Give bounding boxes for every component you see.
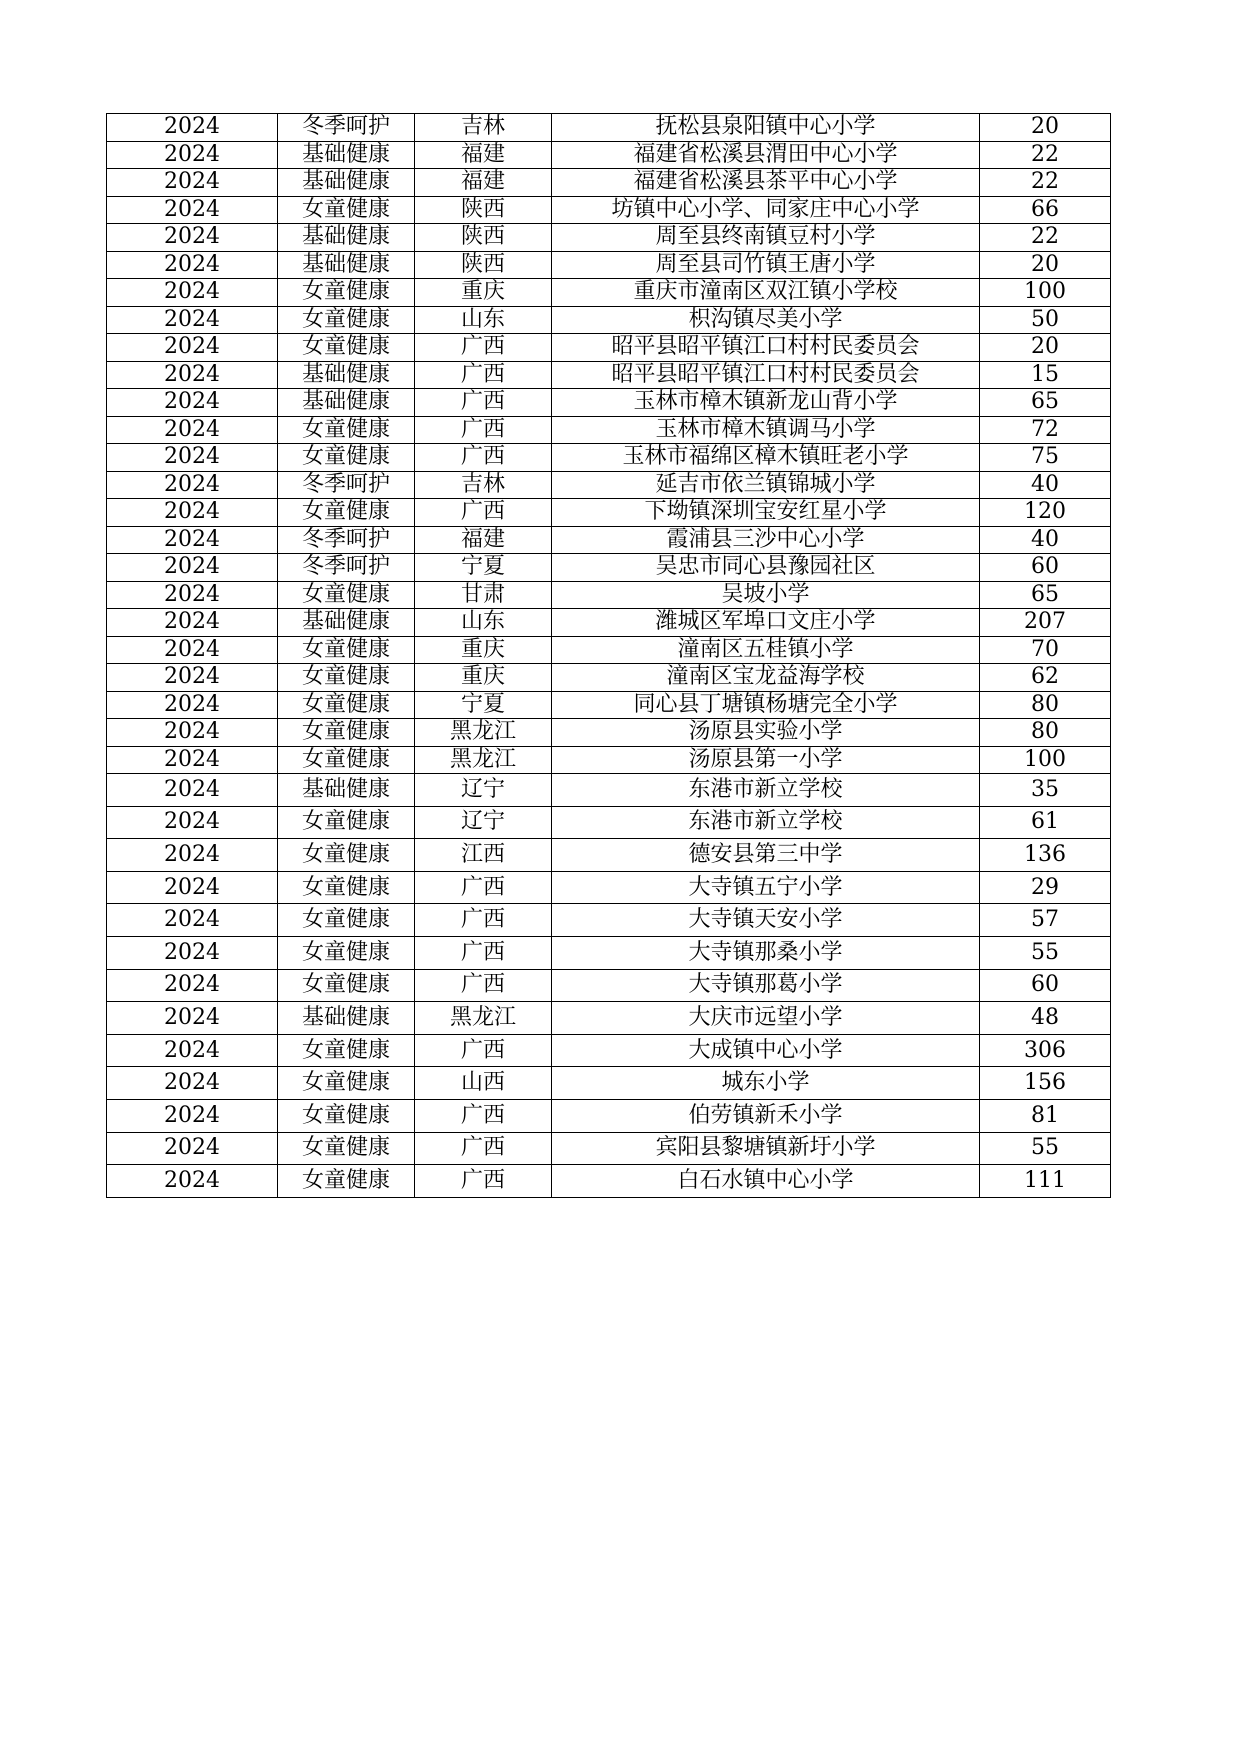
province-cell: 广西 <box>415 1099 552 1132</box>
table-row <box>107 554 1111 582</box>
province-cell: 山西 <box>415 1067 552 1100</box>
year-cell: 2024 <box>107 444 278 472</box>
count-cell: 60 <box>980 554 1111 582</box>
school-cell: 玉林市福绵区樟木镇旺老小学 <box>552 444 980 472</box>
category-cell: 基础健康 <box>278 389 415 417</box>
province-cell: 黑龙江 <box>415 1002 552 1035</box>
category-cell: 女童健康 <box>278 581 415 609</box>
table-row <box>107 334 1111 362</box>
category-cell: 基础健康 <box>278 169 415 197</box>
table-row <box>107 1099 1111 1132</box>
category-cell: 女童健康 <box>278 416 415 444</box>
year-cell: 2024 <box>107 719 278 747</box>
table-row <box>107 1034 1111 1067</box>
table-row <box>107 774 1111 807</box>
province-cell: 福建 <box>415 526 552 554</box>
province-cell: 广西 <box>415 1132 552 1165</box>
count-cell: 55 <box>980 936 1111 969</box>
province-cell: 广西 <box>415 499 552 527</box>
table-row <box>107 499 1111 527</box>
table-row <box>107 471 1111 499</box>
category-cell: 女童健康 <box>278 444 415 472</box>
table-row <box>107 444 1111 472</box>
table-row <box>107 1165 1111 1198</box>
year-cell: 2024 <box>107 554 278 582</box>
table-row <box>107 1067 1111 1100</box>
table-row <box>107 691 1111 719</box>
province-cell: 重庆 <box>415 664 552 692</box>
province-cell: 黑龙江 <box>415 719 552 747</box>
category-cell: 女童健康 <box>278 746 415 774</box>
table-row <box>107 969 1111 1002</box>
category-cell: 冬季呵护 <box>278 114 415 142</box>
category-cell: 女童健康 <box>278 664 415 692</box>
count-cell: 100 <box>980 279 1111 307</box>
province-cell: 广西 <box>415 389 552 417</box>
category-cell: 女童健康 <box>278 334 415 362</box>
table-row <box>107 746 1111 774</box>
school-cell: 德安县第三中学 <box>552 839 980 872</box>
year-cell: 2024 <box>107 224 278 252</box>
table-row <box>107 609 1111 637</box>
table-row <box>107 904 1111 937</box>
year-cell: 2024 <box>107 1099 278 1132</box>
province-cell: 山东 <box>415 609 552 637</box>
table-row <box>107 169 1111 197</box>
year-cell: 2024 <box>107 691 278 719</box>
year-cell: 2024 <box>107 416 278 444</box>
table-row <box>107 114 1111 142</box>
category-cell: 女童健康 <box>278 839 415 872</box>
table-row <box>107 719 1111 747</box>
province-cell: 广西 <box>415 416 552 444</box>
year-cell: 2024 <box>107 141 278 169</box>
school-cell: 伯劳镇新禾小学 <box>552 1099 980 1132</box>
school-cell: 霞浦县三沙中心小学 <box>552 526 980 554</box>
table-row <box>107 806 1111 839</box>
year-cell: 2024 <box>107 169 278 197</box>
school-cell: 潍城区军埠口文庄小学 <box>552 609 980 637</box>
table-row <box>107 251 1111 279</box>
school-cell: 重庆市潼南区双江镇小学校 <box>552 279 980 307</box>
province-cell: 广西 <box>415 334 552 362</box>
year-cell: 2024 <box>107 774 278 807</box>
province-cell: 广西 <box>415 361 552 389</box>
province-cell: 广西 <box>415 936 552 969</box>
category-cell: 女童健康 <box>278 904 415 937</box>
table-row <box>107 871 1111 904</box>
category-cell: 女童健康 <box>278 196 415 224</box>
school-cell: 汤原县实验小学 <box>552 719 980 747</box>
school-cell: 吴坡小学 <box>552 581 980 609</box>
category-cell: 冬季呵护 <box>278 471 415 499</box>
count-cell: 20 <box>980 251 1111 279</box>
province-cell: 宁夏 <box>415 691 552 719</box>
province-cell: 广西 <box>415 1034 552 1067</box>
school-cell: 福建省松溪县渭田中心小学 <box>552 141 980 169</box>
count-cell: 156 <box>980 1067 1111 1100</box>
school-cell: 潼南区宝龙益海学校 <box>552 664 980 692</box>
school-cell: 周至县司竹镇王唐小学 <box>552 251 980 279</box>
category-cell: 女童健康 <box>278 1034 415 1067</box>
count-cell: 60 <box>980 969 1111 1002</box>
year-cell: 2024 <box>107 1034 278 1067</box>
table-row <box>107 389 1111 417</box>
count-cell: 35 <box>980 774 1111 807</box>
province-cell: 宁夏 <box>415 554 552 582</box>
school-cell: 福建省松溪县茶平中心小学 <box>552 169 980 197</box>
category-cell: 基础健康 <box>278 609 415 637</box>
school-cell: 同心县丁塘镇杨塘完全小学 <box>552 691 980 719</box>
school-cell: 昭平县昭平镇江口村村民委员会 <box>552 361 980 389</box>
year-cell: 2024 <box>107 251 278 279</box>
category-cell: 女童健康 <box>278 936 415 969</box>
province-cell: 吉林 <box>415 471 552 499</box>
school-cell: 坊镇中心小学、同家庄中心小学 <box>552 196 980 224</box>
category-cell: 冬季呵护 <box>278 554 415 582</box>
year-cell: 2024 <box>107 279 278 307</box>
count-cell: 120 <box>980 499 1111 527</box>
donation-table <box>106 113 1111 1198</box>
category-cell: 基础健康 <box>278 1002 415 1035</box>
school-cell: 宾阳县黎塘镇新圩小学 <box>552 1132 980 1165</box>
count-cell: 22 <box>980 169 1111 197</box>
count-cell: 111 <box>980 1165 1111 1198</box>
province-cell: 辽宁 <box>415 774 552 807</box>
count-cell: 100 <box>980 746 1111 774</box>
school-cell: 吴忠市同心县豫园社区 <box>552 554 980 582</box>
province-cell: 广西 <box>415 1165 552 1198</box>
category-cell: 女童健康 <box>278 1099 415 1132</box>
category-cell: 基础健康 <box>278 251 415 279</box>
province-cell: 福建 <box>415 141 552 169</box>
category-cell: 女童健康 <box>278 969 415 1002</box>
count-cell: 80 <box>980 691 1111 719</box>
province-cell: 陕西 <box>415 224 552 252</box>
school-cell: 东港市新立学校 <box>552 806 980 839</box>
year-cell: 2024 <box>107 306 278 334</box>
year-cell: 2024 <box>107 839 278 872</box>
count-cell: 80 <box>980 719 1111 747</box>
school-cell: 汤原县第一小学 <box>552 746 980 774</box>
school-cell: 东港市新立学校 <box>552 774 980 807</box>
table-row <box>107 936 1111 969</box>
category-cell: 女童健康 <box>278 279 415 307</box>
category-cell: 女童健康 <box>278 691 415 719</box>
category-cell: 基础健康 <box>278 141 415 169</box>
count-cell: 20 <box>980 114 1111 142</box>
table-row <box>107 279 1111 307</box>
school-cell: 玉林市樟木镇新龙山背小学 <box>552 389 980 417</box>
count-cell: 136 <box>980 839 1111 872</box>
province-cell: 吉林 <box>415 114 552 142</box>
year-cell: 2024 <box>107 664 278 692</box>
count-cell: 70 <box>980 636 1111 664</box>
category-cell: 基础健康 <box>278 774 415 807</box>
table-row <box>107 526 1111 554</box>
school-cell: 玉林市樟木镇调马小学 <box>552 416 980 444</box>
category-cell: 女童健康 <box>278 636 415 664</box>
year-cell: 2024 <box>107 936 278 969</box>
count-cell: 62 <box>980 664 1111 692</box>
category-cell: 女童健康 <box>278 1132 415 1165</box>
province-cell: 重庆 <box>415 279 552 307</box>
count-cell: 50 <box>980 306 1111 334</box>
year-cell: 2024 <box>107 806 278 839</box>
province-cell: 山东 <box>415 306 552 334</box>
year-cell: 2024 <box>107 1165 278 1198</box>
province-cell: 甘肃 <box>415 581 552 609</box>
category-cell: 女童健康 <box>278 806 415 839</box>
count-cell: 207 <box>980 609 1111 637</box>
school-cell: 潼南区五桂镇小学 <box>552 636 980 664</box>
category-cell: 基础健康 <box>278 361 415 389</box>
province-cell: 广西 <box>415 444 552 472</box>
year-cell: 2024 <box>107 1067 278 1100</box>
count-cell: 72 <box>980 416 1111 444</box>
school-cell: 大寺镇天安小学 <box>552 904 980 937</box>
year-cell: 2024 <box>107 904 278 937</box>
table-row <box>107 141 1111 169</box>
table-row <box>107 361 1111 389</box>
province-cell: 福建 <box>415 169 552 197</box>
count-cell: 306 <box>980 1034 1111 1067</box>
year-cell: 2024 <box>107 471 278 499</box>
count-cell: 40 <box>980 526 1111 554</box>
table-row <box>107 581 1111 609</box>
count-cell: 22 <box>980 224 1111 252</box>
school-cell: 周至县终南镇豆村小学 <box>552 224 980 252</box>
province-cell: 广西 <box>415 871 552 904</box>
province-cell: 广西 <box>415 969 552 1002</box>
school-cell: 大寺镇那葛小学 <box>552 969 980 1002</box>
table-row <box>107 636 1111 664</box>
count-cell: 48 <box>980 1002 1111 1035</box>
category-cell: 女童健康 <box>278 871 415 904</box>
table-row <box>107 306 1111 334</box>
year-cell: 2024 <box>107 526 278 554</box>
year-cell: 2024 <box>107 114 278 142</box>
school-cell: 城东小学 <box>552 1067 980 1100</box>
year-cell: 2024 <box>107 334 278 362</box>
year-cell: 2024 <box>107 636 278 664</box>
year-cell: 2024 <box>107 389 278 417</box>
table-body <box>107 114 1111 1198</box>
school-cell: 大庆市远望小学 <box>552 1002 980 1035</box>
category-cell: 女童健康 <box>278 1067 415 1100</box>
school-cell: 白石水镇中心小学 <box>552 1165 980 1198</box>
school-cell: 枳沟镇尽美小学 <box>552 306 980 334</box>
year-cell: 2024 <box>107 196 278 224</box>
count-cell: 29 <box>980 871 1111 904</box>
school-cell: 大寺镇五宁小学 <box>552 871 980 904</box>
table-row <box>107 224 1111 252</box>
count-cell: 40 <box>980 471 1111 499</box>
count-cell: 15 <box>980 361 1111 389</box>
category-cell: 女童健康 <box>278 306 415 334</box>
year-cell: 2024 <box>107 581 278 609</box>
year-cell: 2024 <box>107 609 278 637</box>
count-cell: 57 <box>980 904 1111 937</box>
school-cell: 昭平县昭平镇江口村村民委员会 <box>552 334 980 362</box>
table-row <box>107 416 1111 444</box>
province-cell: 陕西 <box>415 196 552 224</box>
year-cell: 2024 <box>107 361 278 389</box>
year-cell: 2024 <box>107 1002 278 1035</box>
province-cell: 黑龙江 <box>415 746 552 774</box>
category-cell: 女童健康 <box>278 719 415 747</box>
table-row <box>107 1132 1111 1165</box>
year-cell: 2024 <box>107 746 278 774</box>
count-cell: 22 <box>980 141 1111 169</box>
count-cell: 55 <box>980 1132 1111 1165</box>
province-cell: 辽宁 <box>415 806 552 839</box>
count-cell: 75 <box>980 444 1111 472</box>
table-row <box>107 664 1111 692</box>
count-cell: 20 <box>980 334 1111 362</box>
year-cell: 2024 <box>107 1132 278 1165</box>
table-row <box>107 839 1111 872</box>
count-cell: 65 <box>980 389 1111 417</box>
school-cell: 大寺镇那桑小学 <box>552 936 980 969</box>
school-cell: 大成镇中心小学 <box>552 1034 980 1067</box>
table-row <box>107 1002 1111 1035</box>
province-cell: 重庆 <box>415 636 552 664</box>
count-cell: 66 <box>980 196 1111 224</box>
category-cell: 女童健康 <box>278 1165 415 1198</box>
category-cell: 冬季呵护 <box>278 526 415 554</box>
province-cell: 陕西 <box>415 251 552 279</box>
school-cell: 抚松县泉阳镇中心小学 <box>552 114 980 142</box>
year-cell: 2024 <box>107 969 278 1002</box>
school-cell: 延吉市依兰镇锦城小学 <box>552 471 980 499</box>
year-cell: 2024 <box>107 499 278 527</box>
year-cell: 2024 <box>107 871 278 904</box>
category-cell: 基础健康 <box>278 224 415 252</box>
province-cell: 广西 <box>415 904 552 937</box>
count-cell: 81 <box>980 1099 1111 1132</box>
school-cell: 下坳镇深圳宝安红星小学 <box>552 499 980 527</box>
category-cell: 女童健康 <box>278 499 415 527</box>
count-cell: 61 <box>980 806 1111 839</box>
table-row <box>107 196 1111 224</box>
province-cell: 江西 <box>415 839 552 872</box>
count-cell: 65 <box>980 581 1111 609</box>
